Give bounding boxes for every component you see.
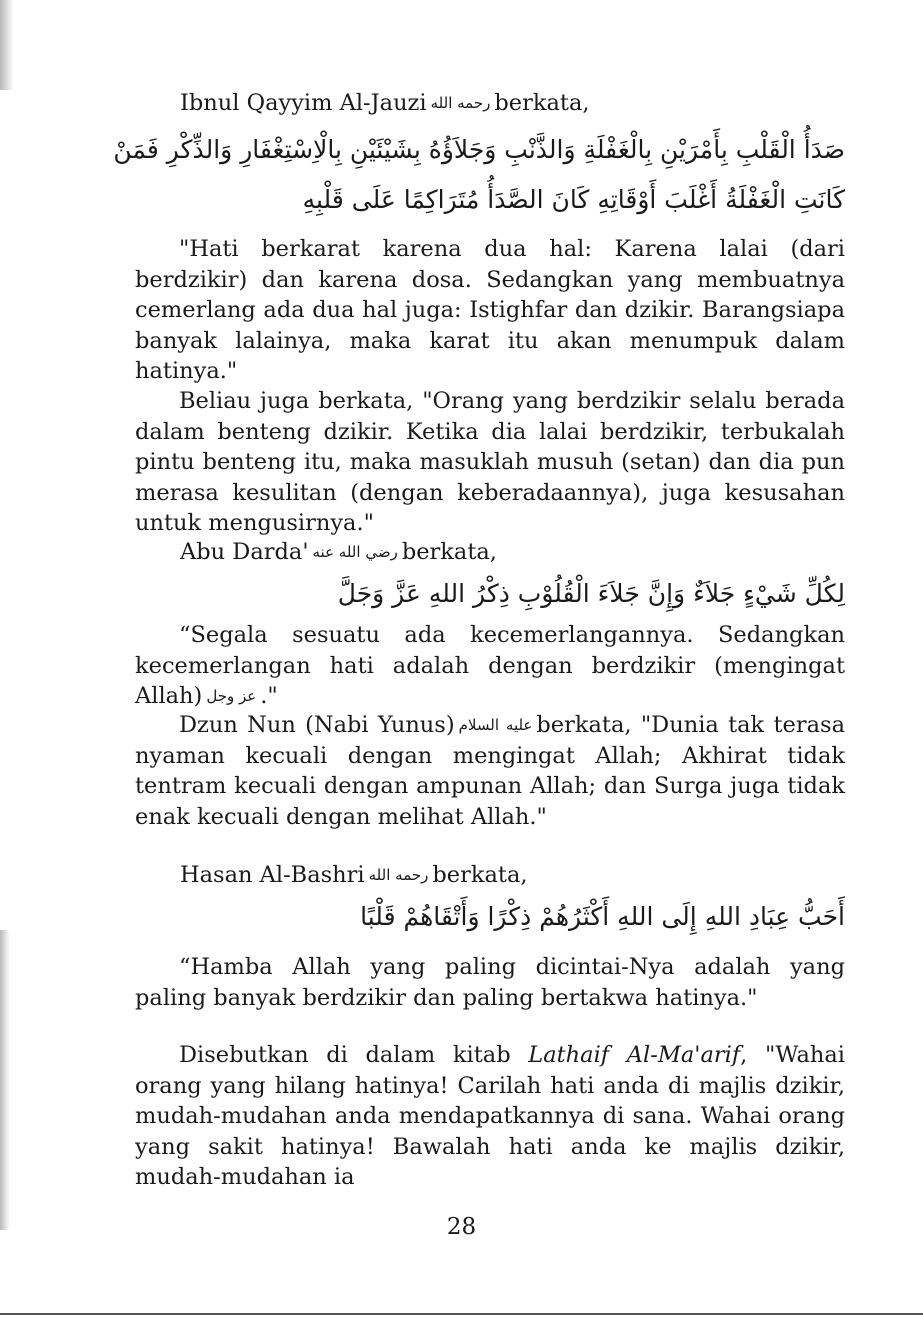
paragraph-dzun-nun: Dzun Nun (Nabi Yunus) عليه السلام berkata, "Dunia tak terasa nyaman kecuali dengan mengingat Allah; Akhirat tidak tentram kecuali dengan ampunan Allah; dan Surga juga tidak enak kecuali dengan melihat Allah." (135, 712, 845, 830)
honorific-glyph: رحمه الله (368, 866, 429, 884)
scan-shadow-top (0, 0, 14, 90)
quote-intro-hasan-al-bashri: Hasan Al-Bashri رحمه الله berkata, (180, 862, 528, 888)
honorific-glyph: عليه السلام (458, 716, 533, 734)
quote-intro-abu-darda: Abu Darda' رضي الله عنه berkata, (180, 539, 497, 565)
translation-ibnul-qayyim: "Hati berkarat karena dua hal: Karena lalai (dari berdzikir) dan karena dosa. Sedangkan yang membuatnya cemerlang ada dua hal juga: Istighfar dan dzikir. Barangsiapa banyak lalainya, maka karat itu akan menumpuk dalam hatinya." (135, 236, 845, 384)
arabic-quote-line-1: صَدَأُ الْقَلْبِ بِأَمْرَيْنِ بِالْغَفْلَةِ وَالذَّنْبِ وَجَلاَؤُهُ بِشَيْئَيْنِ بِالْاِسْتِغْفَارِ وَالذِّكْرِ فَمَنْ (113, 135, 845, 164)
honorific-glyph: عز وجل (206, 687, 257, 705)
scan-edge-line (0, 1313, 923, 1315)
translation-hasan-al-bashri: “Hamba Allah yang paling dicintai-Nya adalah yang paling banyak berdzikir dan paling bertakwa hatinya." (135, 954, 845, 1011)
quote-intro-ibnul-qayyim: Ibnul Qayyim Al-Jauzi رحمه الله berkata, (180, 90, 590, 116)
scan-shadow-left (0, 930, 10, 1230)
arabic-quote-line-2: كَانَتِ الْغَفْلَةُ أَغْلَبَ أَوْقَاتِهِ كَانَ الصَّدَأُ مُتَرَاكِمًا عَلَى قَلْبِهِ (302, 185, 845, 214)
page-number: 28 (446, 1214, 477, 1240)
paragraph-lathaif: Disebutkan di dalam kitab Lathaif Al-Ma'arif, "Wahai orang yang hilang hatinya! Carilah hati anda di majlis dzikir, mudah-mudahan anda mendapatkannya di sana. Wahai orang yang sakit hatinya! Bawalah hati anda ke majlis dzikir, mudah-mudahan ia (135, 1042, 846, 1190)
book-title: Lathaif Al-Ma'arif (528, 1042, 741, 1068)
paragraph-beliau: Beliau juga berkata, "Orang yang berdzikir selalu berada dalam benteng dzikir. Ketika dia lalai berdzikir, terbukalah pintu benteng itu, maka masuklah musuh (setan) dan dia pun merasa kesulitan (dengan keberadaannya), juga kesusahan untuk mengusirnya." (135, 388, 845, 536)
translation-abu-darda: “Segala sesuatu ada kecemerlangannya. Sedangkan kecemerlangan hati adalah dengan berdzikir (mengingat Allah) عز وجل ." (135, 622, 845, 709)
arabic-quote-abu-darda: لِكُلِّ شَيْءٍ جَلاَءٌ وَإِنَّ جَلاَءَ الْقُلُوْبِ ذِكْرُ اللهِ عَزَّ وَجَلَّ (337, 579, 845, 608)
honorific-glyph: رضي الله عنه (312, 543, 398, 561)
honorific-glyph: رحمه الله (430, 94, 491, 112)
arabic-quote-hasan-al-bashri: أَحَبُّ عِبَادِ اللهِ إِلَى اللهِ أَكْثَرُهُمْ ذِكْرًا وَأَتْقَاهُمْ قَلْبًا (360, 902, 845, 931)
